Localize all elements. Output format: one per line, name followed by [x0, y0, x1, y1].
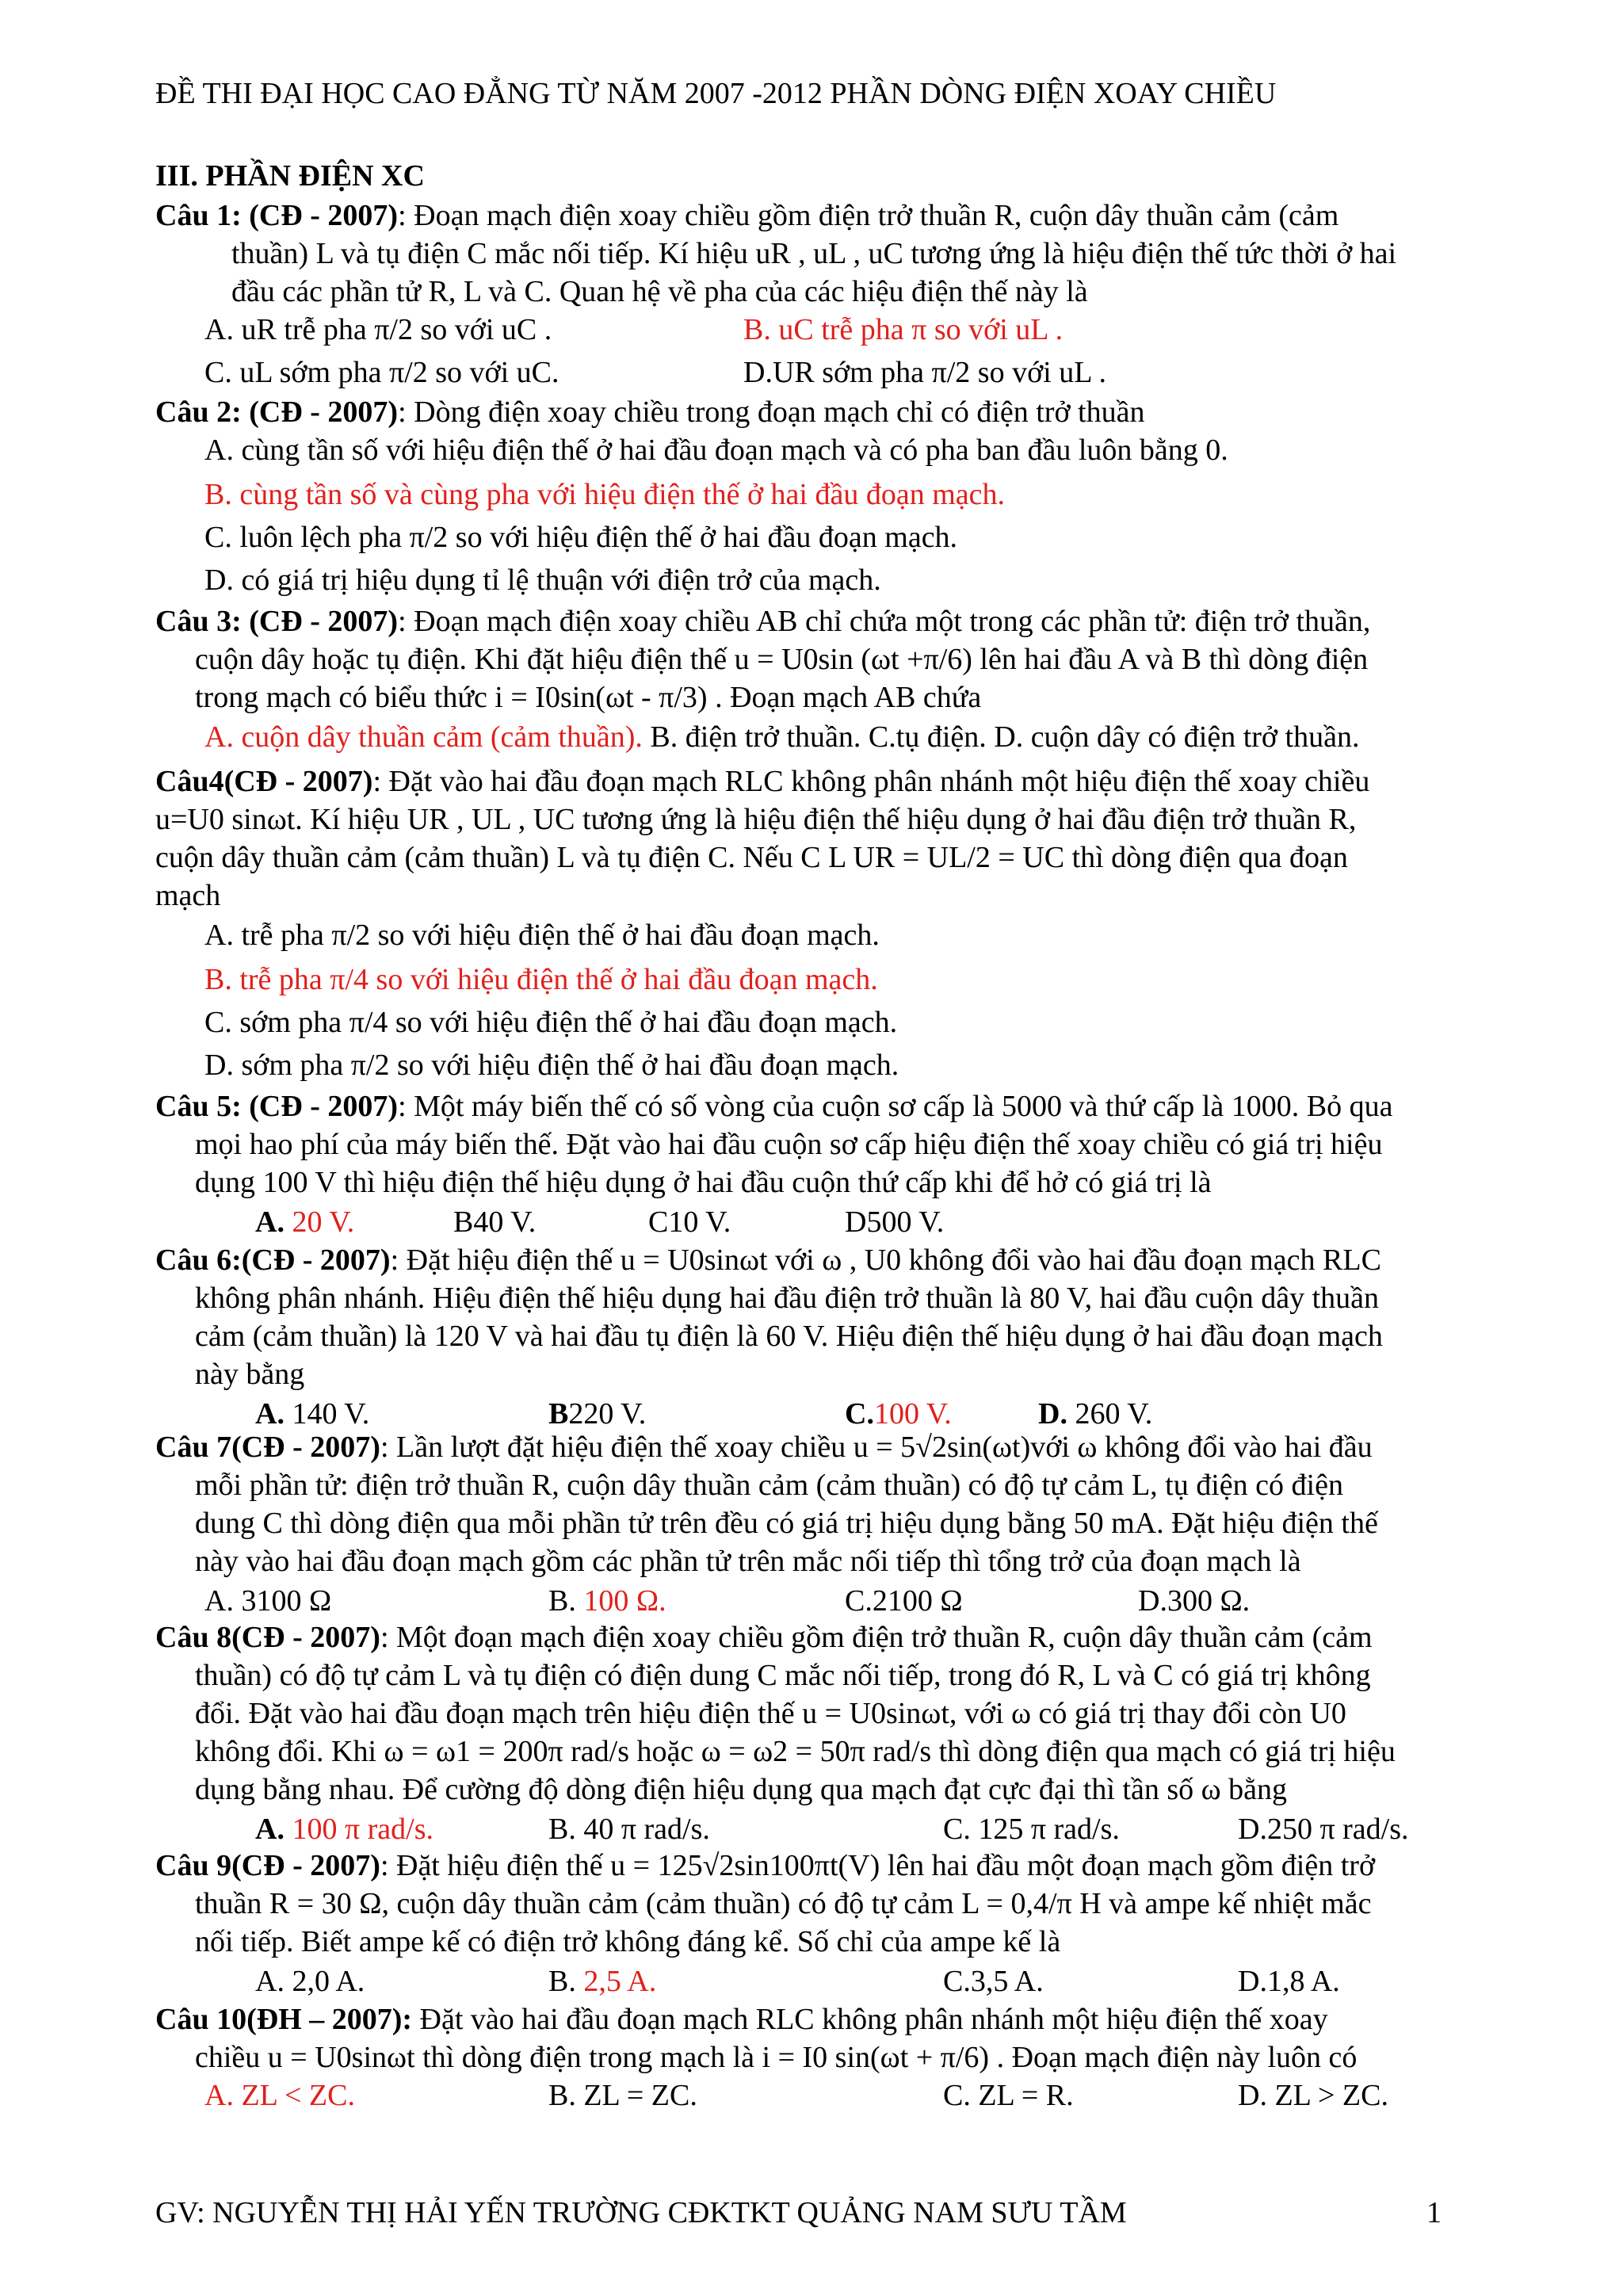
option-b: B. ZL = ZC.: [548, 2079, 697, 2112]
option-d: D. có giá trị hiệu dụng tỉ lệ thuận với điện trở của mạch.: [204, 563, 881, 597]
question-text: này bằng: [195, 1358, 305, 1391]
question-text: cảm (cảm thuần) là 120 V và hai đầu tụ điện là 60 V. Hiệu điện thế hiệu dụng ở hai đầu đoạn mạch: [195, 1320, 1383, 1353]
option-b: B. 2,5 A.: [548, 1965, 657, 1998]
question-label: Câu 1: (CĐ - 2007): [155, 199, 399, 232]
option-a: A. 20 V.: [255, 1205, 355, 1239]
option-d: D. cuộn dây có điện trở thuần.: [994, 720, 1360, 754]
question-label: Câu 10(ĐH – 2007):: [155, 2003, 413, 2036]
question-label: Câu 5: (CĐ - 2007): [155, 1090, 399, 1123]
option-d: D.1,8 A.: [1238, 1965, 1340, 1998]
question-label: Câu 7(CĐ - 2007): [155, 1431, 380, 1464]
question-text: : Lần lượt đặt hiệu điện thế xoay chiều u = 5√2sin(ωt)với ω không đổi vào hai đầu: [380, 1431, 1373, 1464]
option-a: A. ZL < ZC.: [204, 2079, 355, 2112]
option-a: A. 100 π rad/s.: [255, 1813, 434, 1846]
option-b: B. điện trở thuần.: [650, 720, 861, 754]
question-text: chiều u = U0sinωt thì dòng điện trong mạch là i = I0 sin(ωt + π/6) . Đoạn mạch điện này luôn có: [195, 2041, 1358, 2074]
option-a: A. uR trễ pha π/2 so với uC .: [204, 313, 552, 346]
question-text: : Dòng điện xoay chiều trong đoạn mạch chỉ có điện trở thuần: [398, 395, 1145, 429]
question-text: mọi hao phí của máy biến thế. Đặt vào hai đầu cuộn sơ cấp hiệu điện thế xoay chiều có giá trị hiệu: [195, 1128, 1383, 1161]
question-label: Câu 2: (CĐ - 2007): [155, 395, 399, 429]
section-title: III. PHẦN ĐIỆN XC: [155, 159, 425, 193]
option-c: C. 125 π rad/s.: [943, 1813, 1120, 1846]
question-label: Câu 3: (CĐ - 2007): [155, 605, 399, 638]
question-label: Câu4(CĐ - 2007): [155, 765, 373, 798]
option-d: D500 V.: [845, 1205, 945, 1239]
option-d: D. sớm pha π/2 so với hiệu điện thế ở hai đầu đoạn mạch.: [204, 1049, 899, 1082]
question-text: trong mạch có biểu thức i = I0sin(ωt - π/3) . Đoạn mạch AB chứa: [195, 681, 982, 714]
question-text: không đổi. Khi ω = ω1 = 200π rad/s hoặc ω = ω2 = 50π rad/s thì dòng điện qua mạch có giá trị hiệu: [195, 1735, 1396, 1768]
question-text: : Một đoạn mạch điện xoay chiều gồm điện trở thuần R, cuộn dây thuần cảm (cảm: [380, 1621, 1373, 1654]
question-text: dung C thì dòng điện qua mỗi phần tử trên đều có giá trị hiệu dụng bằng 50 mA. Đặt hiệu điện thế: [195, 1507, 1378, 1540]
question-text: cuộn dây hoặc tụ điện. Khi đặt hiệu điện thế u = U0sin (ωt +π/6) lên hai đầu A và B thì dòng điện: [195, 643, 1369, 676]
option-b: B. 40 π rad/s.: [548, 1813, 710, 1846]
question-text: : Đặt hiệu điện thế u = 125√2sin100πt(V) lên hai đầu một đoạn mạch gồm điện trở: [380, 1849, 1376, 1882]
option-d: D. 260 V.: [1038, 1397, 1153, 1431]
option-a: A. cuộn dây thuần cảm (cảm thuần).: [204, 720, 643, 754]
option-b: B220 V.: [548, 1397, 647, 1431]
option-c: C. luôn lệch pha π/2 so với hiệu điện thế ở hai đầu đoạn mạch.: [204, 521, 958, 554]
option-b: B. uC trễ pha π so với uL .: [743, 313, 1064, 346]
question-text: mạch: [155, 879, 221, 912]
option-c: C.3,5 A.: [943, 1965, 1044, 1998]
page-footer: GV: NGUYỄN THỊ HẢI YẾN TRƯỜNG CĐKTKT QUẢNG NAM SƯU TẦM: [155, 2196, 1127, 2229]
question-text: : Đoạn mạch điện xoay chiều AB chỉ chứa một trong các phần tử: điện trở thuần,: [398, 605, 1371, 638]
option-c: C. uL sớm pha π/2 so với uC.: [204, 356, 559, 389]
option-c: C.2100 Ω: [845, 1584, 963, 1618]
option-c: C. sớm pha π/4 so với hiệu điện thế ở hai đầu đoạn mạch.: [204, 1006, 898, 1039]
option-b: B. 100 Ω.: [548, 1584, 666, 1618]
question-text: : Đặt vào hai đầu đoạn mạch RLC không phân nhánh một hiệu điện thế xoay chiều: [372, 765, 1370, 798]
option-a: A. trễ pha π/2 so với hiệu điện thế ở hai đầu đoạn mạch.: [204, 919, 880, 952]
option-a: A. 140 V.: [255, 1397, 370, 1431]
question-text: dụng 100 V thì hiệu điện thế hiệu dụng ở hai đầu cuộn thứ cấp khi để hở có giá trị là: [195, 1166, 1212, 1199]
option-d: D.300 Ω.: [1138, 1584, 1251, 1618]
question-label: Câu 6:(CĐ - 2007): [155, 1244, 391, 1277]
page-number: 1: [1426, 2196, 1442, 2229]
option-b: B. trễ pha π/4 so với hiệu điện thế ở hai đầu đoạn mạch.: [204, 963, 878, 996]
question-label: Câu 8(CĐ - 2007): [155, 1621, 380, 1654]
question-text: u=U0 sinωt. Kí hiệu UR , UL , UC tương ứng là hiệu điện thế hiệu dụng ở hai đầu điện trở thuần R,: [155, 803, 1357, 836]
question-text: đầu các phần tử R, L và C. Quan hệ về pha của các hiệu điện thế này là: [231, 275, 1088, 308]
question-text: : Đặt hiệu điện thế u = U0sinωt với ω , U0 không đổi vào hai đầu đoạn mạch RLC: [390, 1244, 1381, 1277]
question-text: cuộn dây thuần cảm (cảm thuần) L và tụ điện C. Nếu C L UR = UL/2 = UC thì dòng điện qua đoạn: [155, 841, 1348, 874]
question-text: thuần) L và tụ điện C mắc nối tiếp. Kí hiệu uR , uL , uC tương ứng là hiệu điện thế tức thời ở hai: [231, 237, 1397, 270]
question-text: này vào hai đầu đoạn mạch gồm các phần tử trên mắc nối tiếp thì tổng trở của đoạn mạch là: [195, 1545, 1301, 1578]
option-c: C10 V.: [648, 1205, 731, 1239]
option-c: C. ZL = R.: [943, 2079, 1074, 2112]
question-text: : Một máy biến thế có số vòng của cuộn sơ cấp là 5000 và thứ cấp là 1000. Bỏ qua: [398, 1090, 1393, 1123]
option-c: C.tụ điện.: [868, 720, 987, 754]
question-text: không phân nhánh. Hiệu điện thế hiệu dụng hai đầu điện trở thuần là 80 V, hai đầu cuộn dây thuần: [195, 1282, 1380, 1315]
option-d: D.UR sớm pha π/2 so với uL .: [743, 356, 1107, 389]
question-text: đổi. Đặt vào hai đầu đoạn mạch trên hiệu điện thế u = U0sinωt, với ω có giá trị thay đổi còn U0: [195, 1697, 1346, 1730]
option-b: B. cùng tần số và cùng pha với hiệu điện thế ở hai đầu đoạn mạch.: [204, 478, 1005, 511]
option-c: C.100 V.: [845, 1397, 952, 1431]
question-label: Câu 9(CĐ - 2007): [155, 1849, 380, 1882]
option-a: A. 3100 Ω: [204, 1584, 332, 1618]
question-text: nối tiếp. Biết ampe kế có điện trở không đáng kể. Số chỉ của ampe kế là: [195, 1925, 1061, 1958]
option-b: B40 V.: [453, 1205, 537, 1239]
option-a: A. 2,0 A.: [255, 1965, 365, 1998]
option-d: D.250 π rad/s.: [1238, 1813, 1409, 1846]
question-text: : Đoạn mạch điện xoay chiều gồm điện trở thuần R, cuộn dây thuần cảm (cảm: [398, 199, 1339, 232]
question-text: mỗi phần tử: điện trở thuần R, cuộn dây thuần cảm (cảm thuần) có độ tự cảm L, tụ điện có điện: [195, 1469, 1343, 1502]
question-text: dụng bằng nhau. Để cường độ dòng điện hiệu dụng qua mạch đạt cực đại thì tần số ω bằng: [195, 1773, 1287, 1806]
option-d: D. ZL > ZC.: [1238, 2079, 1388, 2112]
option-a: A. cùng tần số với hiệu điện thế ở hai đầu đoạn mạch và có pha ban đầu luôn bằng 0.: [204, 434, 1228, 467]
question-text: Đặt vào hai đầu đoạn mạch RLC không phân nhánh một hiệu điện thế xoay: [412, 2003, 1328, 2036]
question-text: thuần) có độ tự cảm L và tụ điện có điện dung C mắc nối tiếp, trong đó R, L và C có giá trị không: [195, 1659, 1371, 1692]
page-header: ĐỀ THI ĐẠI HỌC CAO ĐẲNG TỪ NĂM 2007 -2012 PHẦN DÒNG ĐIỆN XOAY CHIỀU: [155, 77, 1277, 110]
question-text: thuần R = 30 Ω, cuộn dây thuần cảm (cảm thuần) có độ tự cảm L = 0,4/π H và ampe kế nhiệt mắc: [195, 1887, 1372, 1920]
